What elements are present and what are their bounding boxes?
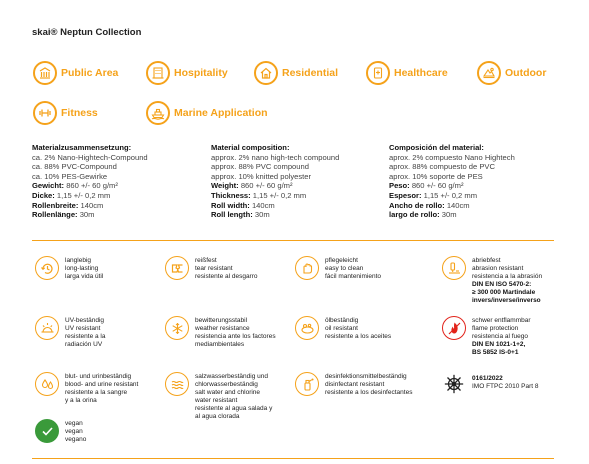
property-de: reißfest xyxy=(195,257,217,264)
longlasting-icon xyxy=(35,256,59,280)
spec-value: 1,15 +/- 0,2 mm xyxy=(56,190,111,200)
property-norm: ≥ 300 000 Martindale xyxy=(472,288,536,296)
property-es: radiación UV xyxy=(65,340,103,348)
property-en: water resistant xyxy=(195,396,238,404)
property-text xyxy=(65,420,86,444)
spec-value: 30m xyxy=(441,210,457,220)
residential-icon xyxy=(254,61,278,85)
application-label: Marine Application xyxy=(174,107,268,119)
abrasion-icon xyxy=(442,256,466,280)
composition-heading: Materialzusammensetzung: xyxy=(32,143,132,152)
composition-en xyxy=(211,143,386,220)
property-norm: invers/inverse/inverso xyxy=(472,296,541,304)
spec-value: 140cm xyxy=(251,200,275,210)
property-en: abrasion resistant xyxy=(472,264,524,272)
water-waves-icon xyxy=(165,372,189,396)
property-vegan xyxy=(35,419,160,444)
property-es: resistencia ante los factores xyxy=(195,332,276,340)
property-es: resistente a los aceites xyxy=(325,332,392,340)
property-en: flame protection xyxy=(472,324,519,332)
property-es: al agua clorada xyxy=(195,412,240,420)
property-saltwater xyxy=(165,372,295,420)
spec-row xyxy=(389,191,564,201)
easy-clean-hand-icon xyxy=(295,256,319,280)
property-de: abriebfest xyxy=(472,257,501,264)
hospitality-icon xyxy=(146,61,170,85)
property-de: UV-beständig xyxy=(65,317,105,324)
public-area-icon xyxy=(33,61,57,85)
property-text xyxy=(195,257,258,281)
spec-row xyxy=(32,181,202,191)
property-en: weather resistance xyxy=(195,324,250,332)
property-abrasion xyxy=(442,256,567,304)
spec-row xyxy=(32,201,202,211)
spec-value: 1,15 +/- 0,2 mm xyxy=(252,190,307,200)
divider-bottom xyxy=(32,458,554,459)
spec-value: 140cm xyxy=(446,200,470,210)
property-clean xyxy=(295,256,430,281)
spec-value: 140cm xyxy=(80,200,104,210)
application-label: Residential xyxy=(282,67,339,79)
property-es: y a la orina xyxy=(65,396,97,404)
composition-line: aprox. 2% compuesto Nano Hightech xyxy=(389,152,515,162)
spec-key: Ancho de rollo: xyxy=(389,200,445,210)
property-de: bewitterungsstabil xyxy=(195,317,248,324)
collection-title: skai® Neptun Collection xyxy=(32,27,142,38)
property-de: salzwasserbeständig und xyxy=(195,373,268,380)
tear-resistant-icon xyxy=(165,256,189,280)
spec-key: Peso: xyxy=(389,181,410,191)
spec-key: Weight: xyxy=(211,181,239,191)
flame-icon xyxy=(442,316,466,340)
property-de: vegan xyxy=(65,420,83,427)
application-label: Healthcare xyxy=(394,67,448,79)
property-es: fácil mantenimiento xyxy=(325,272,381,280)
property-text xyxy=(325,317,391,341)
composition-line: approx. 88% PVC compound xyxy=(211,162,309,172)
spec-row xyxy=(32,191,202,201)
property-text xyxy=(65,257,103,281)
property-es: vegano xyxy=(65,435,87,443)
outdoor-icon xyxy=(477,61,501,85)
property-en: vegan xyxy=(65,427,83,435)
application-fitness xyxy=(33,101,98,125)
application-outdoor xyxy=(477,61,546,85)
application-label: Outdoor xyxy=(505,67,547,79)
composition-line: approx. 2% nano high-tech compound xyxy=(211,152,340,162)
marine-icon xyxy=(146,101,170,125)
property-es: larga vida útil xyxy=(65,272,104,280)
spec-key: Dicke: xyxy=(32,190,55,200)
healthcare-icon xyxy=(366,61,390,85)
composition-line: ca. 10% PES-Gewirke xyxy=(32,171,108,181)
property-norm: IMO FTPC 2010 Part 8 xyxy=(472,382,539,390)
property-es: resistente a la xyxy=(65,332,106,340)
spec-key: Roll width: xyxy=(211,200,250,210)
oil-drops-icon xyxy=(295,316,319,340)
property-en: long-lasting xyxy=(65,264,99,272)
property-text xyxy=(195,317,276,349)
application-hospitality xyxy=(146,61,228,85)
property-text xyxy=(325,373,412,397)
property-flame xyxy=(442,316,567,357)
property-text xyxy=(195,373,272,420)
disinfectant-bottle-icon xyxy=(295,372,319,396)
property-oil xyxy=(295,316,430,341)
composition-de xyxy=(32,143,202,220)
application-label: Fitness xyxy=(61,107,98,119)
property-weather xyxy=(165,316,295,349)
property-de: blut- und urinbeständig xyxy=(65,373,132,380)
property-longlasting xyxy=(35,256,160,281)
composition-line: aprox. 88% compuesto de PVC xyxy=(389,162,495,172)
snowflake-icon xyxy=(165,316,189,340)
property-uv xyxy=(35,316,160,349)
property-norm: DIN EN ISO 5470-2: xyxy=(472,280,532,288)
spec-value: 860 +/- 60 g/m² xyxy=(411,181,464,191)
spec-row xyxy=(211,210,386,220)
property-en: tear resistant xyxy=(195,264,233,272)
spec-value: 860 +/- 60 g/m² xyxy=(240,181,293,191)
property-en: salt water and chlorine xyxy=(195,388,261,396)
spec-key: Rollenbreite: xyxy=(32,200,79,210)
spec-row xyxy=(211,201,386,211)
composition-line: approx. 10% knitted polyester xyxy=(211,171,312,181)
ship-wheel-icon xyxy=(442,372,466,396)
composition-line: ca. 2% Nano-Hightech-Compound xyxy=(32,152,148,162)
property-en: UV resistant xyxy=(65,324,101,332)
property-en: blood- and urine resistant xyxy=(65,380,139,388)
property-en: disinfectant resistant xyxy=(325,380,385,388)
spec-row xyxy=(389,210,564,220)
property-norm: DIN EN 1021-1+2, xyxy=(472,340,526,348)
divider-top xyxy=(32,240,554,241)
spec-row xyxy=(389,201,564,211)
composition-heading: Material composition: xyxy=(211,143,290,152)
spec-row xyxy=(32,210,202,220)
property-en: oil resistant xyxy=(325,324,358,332)
property-text xyxy=(472,257,542,304)
property-es: mediambientales xyxy=(195,340,245,348)
spec-row xyxy=(211,181,386,191)
property-imo xyxy=(442,372,567,396)
fitness-icon xyxy=(33,101,57,125)
property-de: pflegeleicht xyxy=(325,257,358,264)
spec-row xyxy=(211,191,386,201)
property-de: langlebig xyxy=(65,257,92,264)
property-text xyxy=(325,257,381,281)
spec-value: 1,15 +/- 0,2 mm xyxy=(423,190,478,200)
composition-line: ca. 88% PVC-Compound xyxy=(32,162,117,172)
application-label: Public Area xyxy=(61,67,119,79)
property-tear xyxy=(165,256,290,281)
vegan-check-icon xyxy=(35,419,59,443)
property-text xyxy=(65,373,138,405)
spec-value: 30m xyxy=(254,210,270,220)
spec-key: Espesor: xyxy=(389,190,422,200)
property-es: resistente a la sangre xyxy=(65,388,128,396)
spec-key: Thickness: xyxy=(211,190,251,200)
application-marine xyxy=(146,101,268,125)
property-es: resistencia a la abrasión xyxy=(472,272,543,280)
spec-key: Rollenlänge: xyxy=(32,210,78,220)
property-certificate: 0161/2022 xyxy=(472,375,503,382)
property-text xyxy=(472,317,531,357)
property-de: chlorwasserbeständig xyxy=(195,380,258,388)
property-es: resistente al agua salada y xyxy=(195,404,273,412)
property-de: schwer entflammbar xyxy=(472,317,531,324)
spec-key: largo de rollo: xyxy=(389,210,440,220)
blood-drop-icon xyxy=(35,372,59,396)
property-text xyxy=(65,317,105,349)
property-de: ölbeständig xyxy=(325,317,359,324)
property-text xyxy=(472,375,538,391)
spec-key: Roll length: xyxy=(211,210,253,220)
spec-key: Gewicht: xyxy=(32,181,65,191)
spec-value: 30m xyxy=(79,210,95,220)
property-en: easy to clean xyxy=(325,264,364,272)
composition-heading: Composición del material: xyxy=(389,143,484,152)
property-disinfectant xyxy=(295,372,435,397)
composition-line: aprox. 10% soporte de PES xyxy=(389,171,483,181)
application-residential xyxy=(254,61,338,85)
application-public-area xyxy=(33,61,118,85)
property-es: resistencia al fuego xyxy=(472,332,529,340)
application-healthcare xyxy=(366,61,448,85)
composition-es xyxy=(389,143,564,220)
property-blood xyxy=(35,372,160,405)
spec-value: 860 +/- 60 g/m² xyxy=(66,181,118,191)
property-es: resistente al desgarro xyxy=(195,272,258,280)
property-es: resistente a los desinfectantes xyxy=(325,388,413,396)
uv-sun-icon xyxy=(35,316,59,340)
property-de: desinfektionsmittelbeständig xyxy=(325,373,407,380)
property-norm: BS 5852 IS-0+1 xyxy=(472,348,519,356)
application-label: Hospitality xyxy=(174,67,228,79)
spec-row xyxy=(389,181,564,191)
